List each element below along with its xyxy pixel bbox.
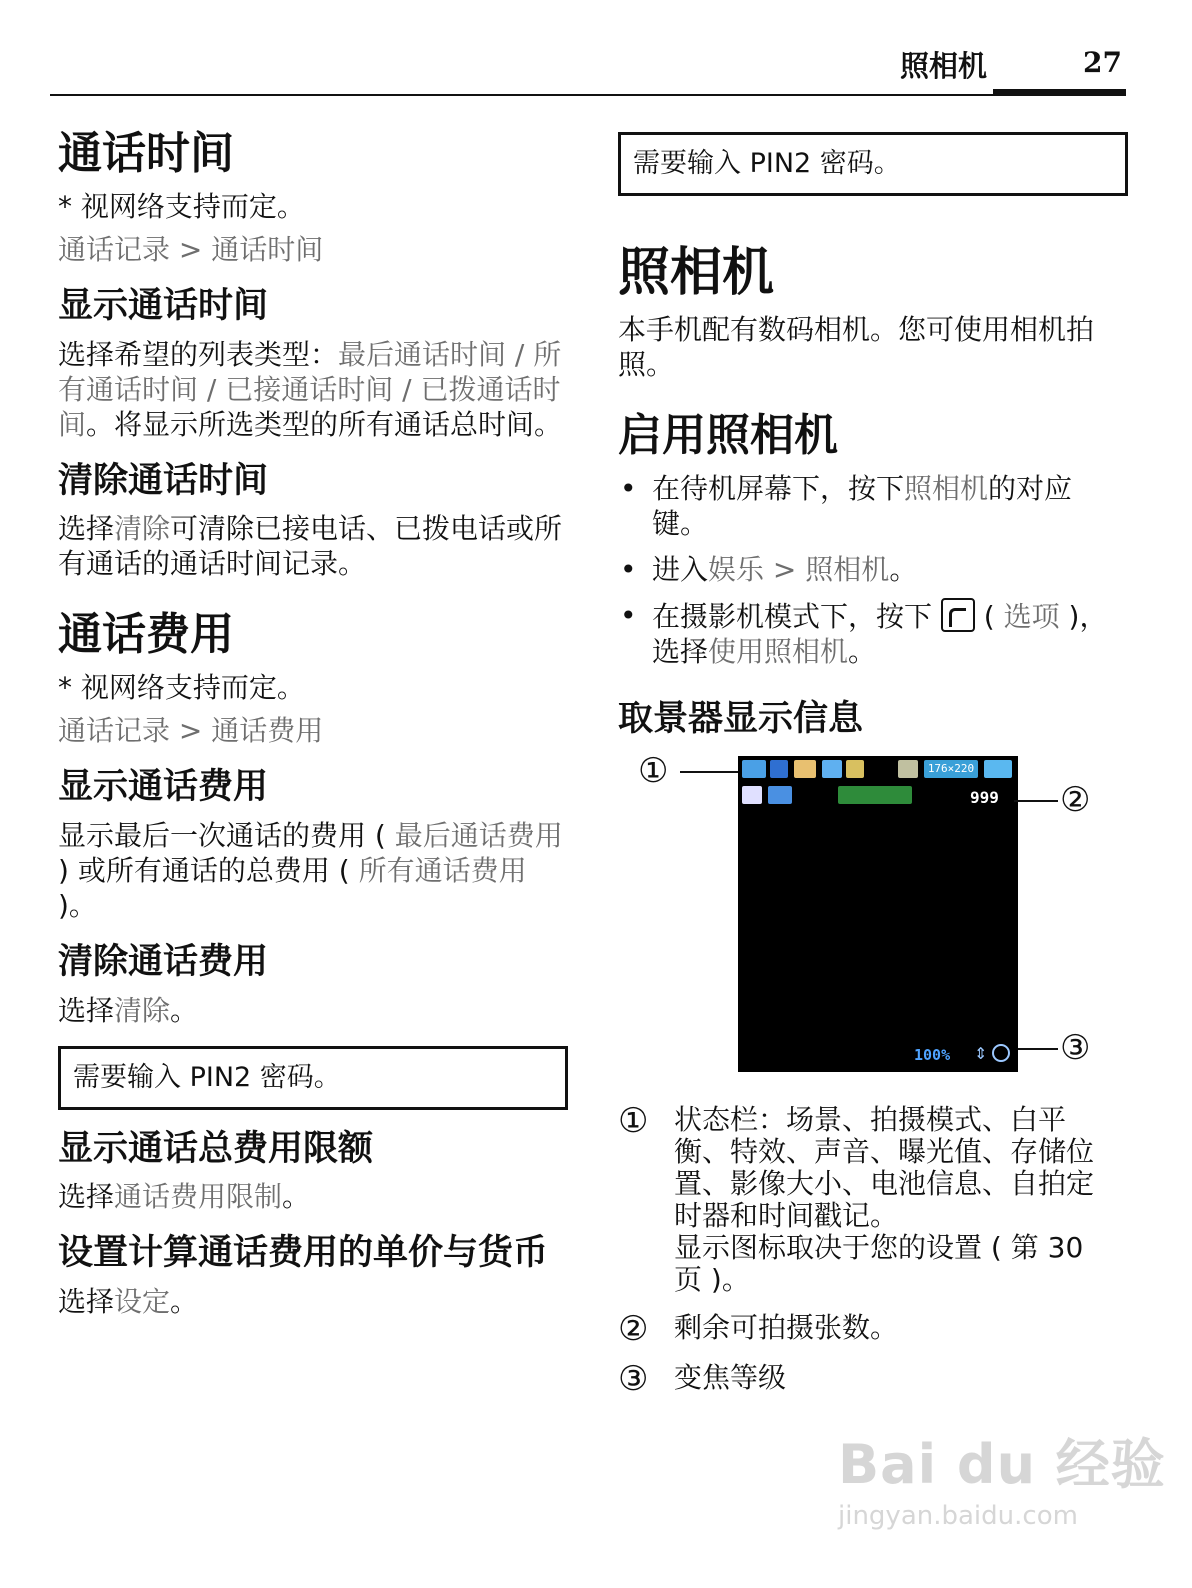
text: 选择 (58, 993, 115, 1027)
subsection-title-show-call-time: 显示通话时间 (58, 285, 269, 326)
paragraph-clear-call-cost (58, 993, 568, 1028)
legend-mark: ② (618, 1308, 649, 1349)
legend-line: 状态栏：场景、拍摄模式、白平衡、特效、声音、曝光值、存储位置、影像大小、电池信息、自拍定时器和时间戳记。 (674, 1102, 1095, 1232)
subsection-title-show-call-cost: 显示通话费用 (58, 767, 269, 808)
text: 选择希望的列表类型： (58, 337, 339, 371)
mode-icon (770, 760, 788, 778)
keyword: 通话费用限制 (114, 1180, 283, 1214)
zoom-arrows-icon: ⇕ (974, 1043, 988, 1063)
keyword-sep: / (198, 372, 226, 406)
text: 在待机屏幕下，按下 (652, 472, 905, 506)
callout-2-line (1014, 800, 1058, 802)
text: 的对应键。 (652, 472, 1073, 541)
section-title-camera: 照相机 (618, 243, 775, 303)
paragraph-cost-limit (58, 1179, 568, 1214)
legend-text: 剩余可拍摄张数。 (674, 1310, 899, 1344)
timestamp-icon (768, 786, 792, 804)
text: )，选择 (652, 600, 1108, 669)
legend-text: 变焦等级 (674, 1360, 787, 1394)
keyword: 设定 (114, 1285, 171, 1319)
menu-path-sep: > (170, 714, 212, 748)
menu-path-item: 通话费用 (211, 714, 324, 748)
callout-1-line (680, 771, 740, 773)
subsection-title-viewfinder: 取景器显示信息 (618, 699, 864, 740)
paragraph-show-call-time (58, 337, 568, 442)
callout-3: ③ (1060, 1027, 1091, 1068)
camera-intro: 本手机配有数码相机。您可使用相机拍照。 (618, 313, 1095, 382)
legend-text (674, 1104, 1120, 1296)
callout-2: ② (1060, 779, 1091, 820)
menu-path-item: 通话记录 (58, 714, 171, 748)
storage-icon (898, 760, 918, 778)
effect-icon (822, 760, 842, 778)
image-size-icon: 176×220 (924, 760, 978, 778)
keyword: 娱乐 (708, 553, 765, 587)
subsection-title-clear-call-cost: 清除通话费用 (58, 941, 269, 982)
text: 。 (282, 1180, 311, 1214)
keyword: 已接通话时间 (225, 372, 394, 406)
keyword: 使用照相机 (708, 635, 849, 669)
keyword: 照相机 (904, 472, 989, 506)
header-rule (50, 94, 1126, 96)
legend-line: 显示图标取决于您的设置 ( 第 30 页 )。 (674, 1230, 1084, 1296)
left-column (58, 128, 568, 1319)
shots-remaining: 999 (970, 787, 999, 807)
viewfinder-legend (618, 1100, 1128, 1399)
keyword: 照相机 (805, 553, 890, 587)
text: 。将显示所选类型的所有通话总时间。 (86, 407, 563, 441)
pin2-notice-box: 需要输入 PIN2 密码。 (618, 132, 1128, 196)
text: 。 (889, 553, 918, 587)
menu-path (58, 232, 568, 267)
keyword: 所有通话时间 (58, 337, 562, 406)
right-column (618, 132, 1128, 1412)
paragraph-clear-call-time (58, 511, 568, 581)
legend-item (618, 1100, 1128, 1296)
page-number: 27 (1083, 46, 1122, 79)
text: )。 (58, 888, 97, 922)
camera-screen (738, 756, 1018, 1072)
text: 显示最后一次通话的费用 ( (58, 818, 395, 852)
list-item (618, 552, 1128, 587)
section-title-call-time: 通话时间 (58, 128, 234, 179)
keyword: 清除 (114, 993, 171, 1027)
callout-1: ① (638, 750, 669, 791)
paragraph-show-call-cost (58, 818, 568, 923)
text: 。 (170, 1285, 199, 1319)
legend-mark: ③ (618, 1358, 649, 1399)
subsection-title-clear-call-time: 清除通话时间 (58, 460, 269, 501)
keyword: 所有通话费用 (358, 853, 527, 887)
section-title-call-cost: 通话费用 (58, 609, 234, 661)
list-item (618, 598, 1128, 669)
text: 。 (848, 635, 877, 669)
menu-path-item: 通话时间 (211, 232, 324, 266)
text: 在摄影机模式下，按下 (652, 600, 941, 634)
legend-item (618, 1358, 1128, 1399)
zoom-level: 100% (914, 1045, 951, 1064)
keyword: 最后通话费用 (394, 818, 563, 852)
text: 选择 (58, 1285, 115, 1319)
scene-icon (742, 760, 766, 778)
menu-path-item: 通话记录 (58, 232, 171, 266)
pin2-notice-box: 需要输入 PIN2 密码。 (58, 1046, 568, 1110)
baidu-watermark (838, 1422, 1166, 1531)
header-rule-accent (993, 89, 1126, 96)
legend-item (618, 1308, 1128, 1349)
keyword: 清除 (114, 512, 171, 546)
text: 进入 (652, 553, 709, 587)
text: 选择 (58, 1180, 115, 1214)
menu-path-sep: > (170, 232, 212, 266)
subsection-title-cost-limit: 显示通话总费用限额 (58, 1128, 374, 1169)
subsection-title-unit-price: 设置计算通话费用的单价与货币 (58, 1233, 549, 1274)
keyword-sep: > (764, 553, 806, 587)
text: ) 或所有通话的总费用 ( (58, 853, 359, 887)
callout-3-line (1018, 1048, 1058, 1050)
exposure-icon (838, 786, 912, 804)
legend-mark: ① (618, 1100, 649, 1141)
magnifier-icon (992, 1044, 1010, 1062)
battery-icon (984, 760, 1012, 778)
text: 选择 (58, 512, 115, 546)
network-note: * 视网络支持而定。 (58, 671, 305, 705)
self-timer-icon (742, 786, 762, 804)
enable-camera-steps (618, 471, 1128, 669)
keyword: 最后通话时间 (338, 337, 507, 371)
watermark-brand: Bai du 经验 (838, 1433, 1166, 1496)
white-balance-icon (794, 760, 816, 778)
keyword: 选项 (1003, 600, 1060, 634)
text: 可清除已接电话、已拨电话或所有通话的通话时间记录。 (58, 512, 563, 581)
page-header-title: 照相机 (899, 49, 987, 83)
text: 。 (170, 993, 199, 1027)
keyword: 已拨通话时间 (58, 372, 561, 441)
network-note: * 视网络支持而定。 (58, 189, 305, 223)
list-item (618, 471, 1128, 541)
keyword-sep: / (506, 337, 534, 371)
sound-icon (846, 760, 864, 778)
section-title-enable-camera: 启用照相机 (618, 410, 838, 462)
menu-path (58, 713, 568, 748)
keyword-sep: / (393, 372, 421, 406)
left-softkey-icon (941, 598, 975, 632)
viewfinder-diagram (618, 750, 1128, 1090)
watermark-url: jingyan.baidu.com (838, 1501, 1078, 1531)
text: ( (974, 600, 1004, 634)
paragraph-unit-price (58, 1284, 568, 1319)
